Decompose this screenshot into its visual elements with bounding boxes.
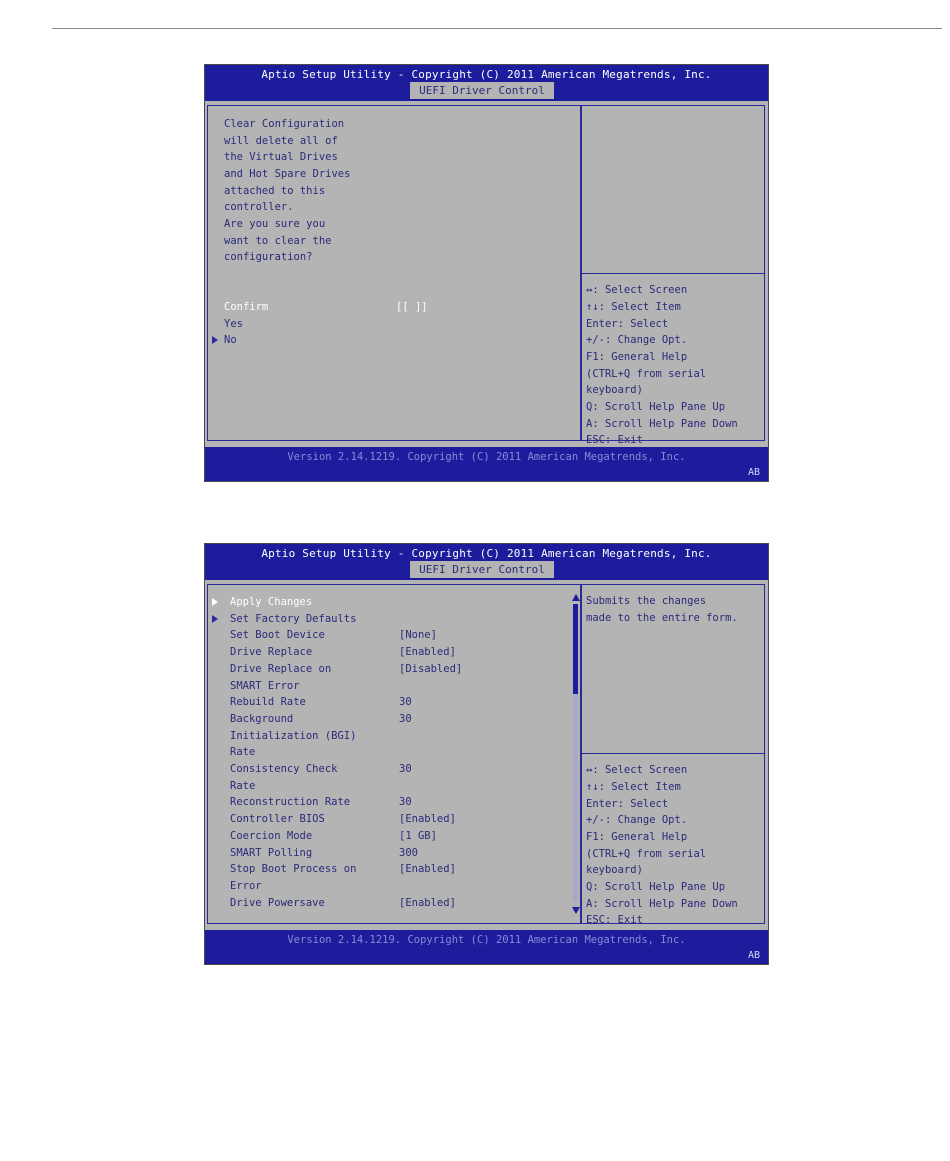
help-key-line: (CTRL+Q from serial <box>586 368 707 380</box>
menu-item-value[interactable]: [Enabled] <box>399 863 456 876</box>
utility-title: Aptio Setup Utility - Copyright (C) 2011 American Megatrends, Inc. <box>261 547 712 560</box>
menu-item-label: Rate <box>230 746 256 759</box>
help-key-line: ↑↓: Select Item <box>586 781 681 793</box>
help-key-line: ↑↓: Select Item <box>586 301 681 313</box>
message-line: want to clear the <box>224 235 332 247</box>
page-top-rule <box>52 28 942 29</box>
title-bar <box>205 65 768 101</box>
message-line: configuration? <box>224 251 313 263</box>
menu-item-label[interactable]: Reconstruction Rate <box>230 796 351 809</box>
version-text: Version 2.14.1219. Copyright (C) 2011 American Megatrends, Inc. <box>287 451 686 463</box>
help-text-line: Submits the changes <box>586 595 707 607</box>
help-pane <box>581 105 765 446</box>
message-line: controller. <box>224 201 294 213</box>
menu-item-label[interactable]: Rebuild Rate <box>230 696 306 709</box>
menu-item-value[interactable]: [Enabled] <box>399 646 456 659</box>
message-line: Are you sure you <box>224 218 326 230</box>
message-line: the Virtual Drives <box>224 151 338 163</box>
main-pane <box>207 584 581 924</box>
menu-item-label[interactable]: Set Factory Defaults <box>230 612 357 625</box>
tab-uefi-driver-control[interactable]: UEFI Driver Control <box>410 561 554 578</box>
menu-item-value[interactable]: [Enabled] <box>399 813 456 826</box>
menu-item-label: Initialization (BGI) <box>230 729 357 742</box>
scrollbar[interactable] <box>571 594 581 914</box>
option-no[interactable]: No <box>224 334 237 346</box>
menu-item-label[interactable]: Apply Changes <box>230 596 313 608</box>
utility-title: Aptio Setup Utility - Copyright (C) 2011 American Megatrends, Inc. <box>261 68 712 81</box>
help-key-line: Enter: Select <box>586 318 669 330</box>
confirm-checkbox[interactable]: [[ ]] <box>396 301 428 313</box>
help-key-line: (CTRL+Q from serial <box>586 848 707 860</box>
menu-item-label[interactable]: Background <box>230 712 294 725</box>
menu-item-label[interactable]: Controller BIOS <box>230 813 325 826</box>
clear-configuration-screen <box>204 64 769 482</box>
footer-bar <box>205 447 768 481</box>
help-key-line: Enter: Select <box>586 798 669 810</box>
help-pane <box>581 584 765 924</box>
message-line: Clear Configuration <box>224 118 345 130</box>
menu-item-value[interactable]: 30 <box>399 796 412 809</box>
help-divider <box>582 753 764 754</box>
footer-bar <box>205 930 768 964</box>
help-key-line: A: Scroll Help Pane Down <box>586 898 738 910</box>
help-key-line: A: Scroll Help Pane Down <box>586 418 738 430</box>
menu-item-label[interactable]: Coercion Mode <box>230 829 313 842</box>
scroll-thumb[interactable] <box>573 604 578 694</box>
help-key-line: +/-: Change Opt. <box>586 814 688 826</box>
menu-item-label[interactable]: Stop Boot Process on <box>230 863 357 876</box>
help-key-line: ESC: Exit <box>586 914 643 926</box>
help-key-line: ESC: Exit <box>586 434 643 446</box>
post-code: AB <box>747 950 760 961</box>
tab-uefi-driver-control[interactable]: UEFI Driver Control <box>410 82 554 99</box>
uefi-driver-control-screen <box>204 543 769 965</box>
menu-item-value[interactable]: 30 <box>399 763 412 775</box>
menu-item-label: Error <box>230 879 262 892</box>
help-key-line: F1: General Help <box>586 831 688 843</box>
message-line: will delete all of <box>224 135 338 147</box>
help-key-line: Q: Scroll Help Pane Up <box>586 881 726 893</box>
menu-item-label[interactable]: Consistency Check <box>230 763 338 775</box>
confirm-label: Confirm <box>224 301 269 313</box>
submenu-arrow-icon <box>212 615 218 623</box>
help-divider <box>582 273 764 274</box>
menu-item-value[interactable]: [1 GB] <box>399 829 437 842</box>
menu-item-value[interactable]: [Enabled] <box>399 896 456 909</box>
scroll-down-arrow-icon[interactable] <box>572 907 580 914</box>
help-key-line: keyboard) <box>586 384 643 396</box>
help-text-line: made to the entire form. <box>586 612 738 624</box>
menu-item-value[interactable]: 30 <box>399 712 412 725</box>
menu-item-value[interactable]: [Disabled] <box>399 662 463 675</box>
menu-item-value[interactable]: 30 <box>399 696 412 709</box>
menu-item-label: SMART Error <box>230 679 300 692</box>
menu-item-value[interactable]: [None] <box>399 629 437 642</box>
title-bar <box>205 544 768 580</box>
main-pane <box>207 105 581 441</box>
help-key-line: Q: Scroll Help Pane Up <box>586 401 726 413</box>
menu-item-label[interactable]: Drive Replace <box>230 646 313 659</box>
submenu-arrow-icon <box>212 336 218 344</box>
help-key-line: keyboard) <box>586 864 643 876</box>
menu-item-label: Rate <box>230 779 256 792</box>
submenu-arrow-icon <box>212 598 218 606</box>
menu-item-value[interactable]: 300 <box>399 846 418 859</box>
menu-item-label[interactable]: Drive Replace on <box>230 662 332 675</box>
version-text: Version 2.14.1219. Copyright (C) 2011 American Megatrends, Inc. <box>287 934 686 946</box>
help-key-line: ↔: Select Screen <box>586 284 688 296</box>
message-line: attached to this <box>224 185 326 197</box>
help-key-line: +/-: Change Opt. <box>586 334 688 346</box>
scroll-up-arrow-icon[interactable] <box>572 594 580 601</box>
help-key-line: F1: General Help <box>586 351 688 363</box>
help-key-line: ↔: Select Screen <box>586 764 688 776</box>
menu-item-label[interactable]: Drive Powersave <box>230 896 325 909</box>
menu-item-label[interactable]: SMART Polling <box>230 846 313 859</box>
post-code: AB <box>747 467 760 478</box>
message-line: and Hot Spare Drives <box>224 168 351 180</box>
menu-item-label[interactable]: Set Boot Device <box>230 629 325 642</box>
option-yes[interactable]: Yes <box>224 318 243 330</box>
